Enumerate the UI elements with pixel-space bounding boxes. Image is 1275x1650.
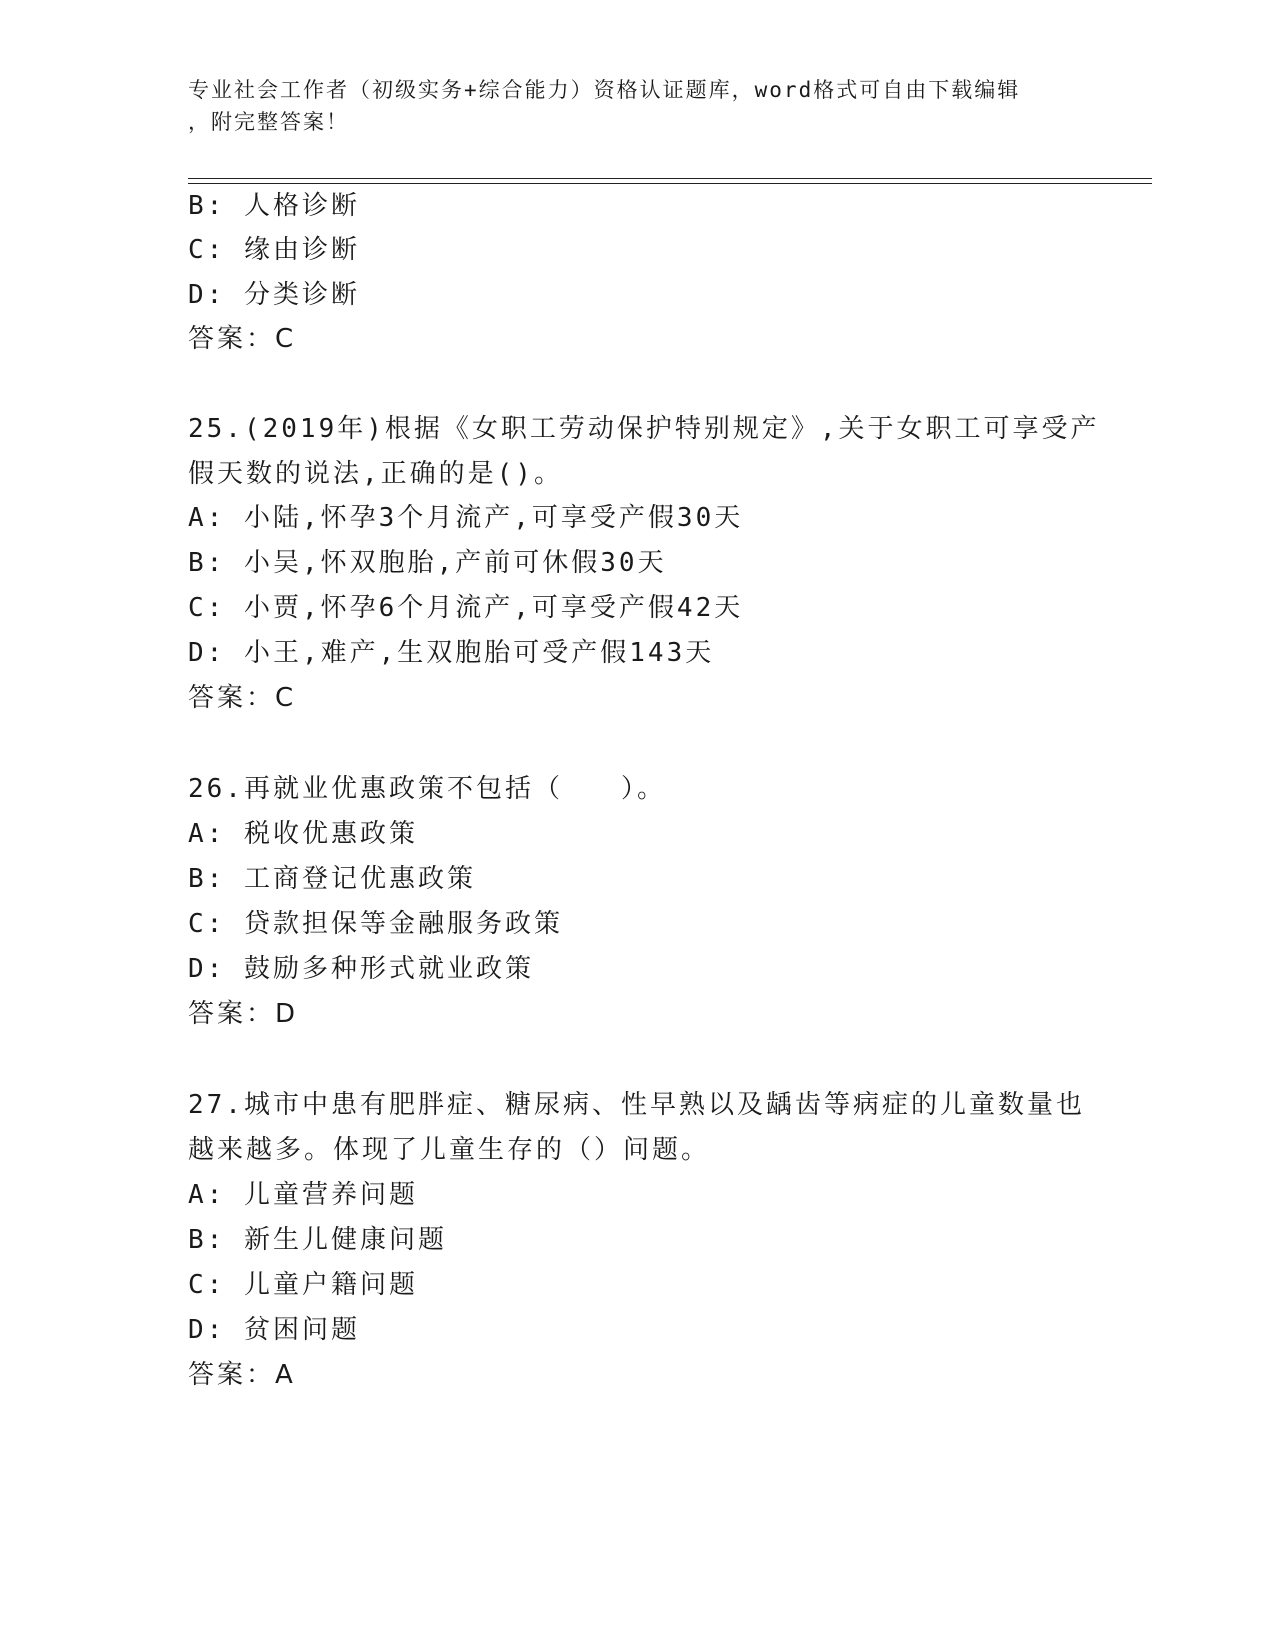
header-divider-bottom [188,183,1152,184]
q25-option-b: B: 小吴,怀双胞胎,产前可休假30天 [188,548,667,578]
q26-option-a: A: 税收优惠政策 [188,819,418,849]
q26-option-d: D: 鼓励多种形式就业政策 [188,954,534,984]
q27-option-a: A: 儿童营养问题 [188,1180,418,1210]
q27-stem-line-2: 越来越多。体现了儿童生存的（）问题。 [188,1135,711,1165]
q26-answer: 答案：D [188,999,299,1029]
document-header [188,74,1088,138]
header-line-2: ，附完整答案！ [188,110,349,134]
q24-option-d: D: 分类诊断 [188,280,360,310]
header-divider-top [188,178,1152,179]
header-line-1: 专业社会工作者（初级实务+综合能力）资格认证题库，word格式可自由下载编辑 [188,78,1021,102]
q26-stem-line-1: 26.再就业优惠政策不包括（ ）。 [188,774,666,804]
q26-option-c: C: 贷款担保等金融服务政策 [188,909,563,939]
q25-stem-line-1: 25.(2019年)根据《女职工劳动保护特别规定》,关于女职工可享受产 [188,414,1100,444]
q25-stem-line-2: 假天数的说法,正确的是()。 [188,459,563,489]
q25-option-a: A: 小陆,怀孕3个月流产,可享受产假30天 [188,503,744,533]
q24-option-b: B: 人格诊断 [188,191,360,221]
q27-answer: 答案：A [188,1360,296,1390]
q25-option-d: D: 小王,难产,生双胞胎可受产假143天 [188,638,715,668]
q26-option-b: B: 工商登记优惠政策 [188,864,476,894]
q25-option-c: C: 小贾,怀孕6个月流产,可享受产假42天 [188,593,744,623]
q27-stem-line-1: 27.城市中患有肥胖症、糖尿病、性早熟以及龋齿等病症的儿童数量也 [188,1090,1085,1120]
q27-option-b: B: 新生儿健康问题 [188,1225,447,1255]
q24-answer: 答案：C [188,324,297,354]
q27-option-c: C: 儿童户籍问题 [188,1270,418,1300]
q25-answer: 答案：C [188,683,297,713]
q24-option-c: C: 缘由诊断 [188,235,360,265]
q27-option-d: D: 贫困问题 [188,1315,360,1345]
